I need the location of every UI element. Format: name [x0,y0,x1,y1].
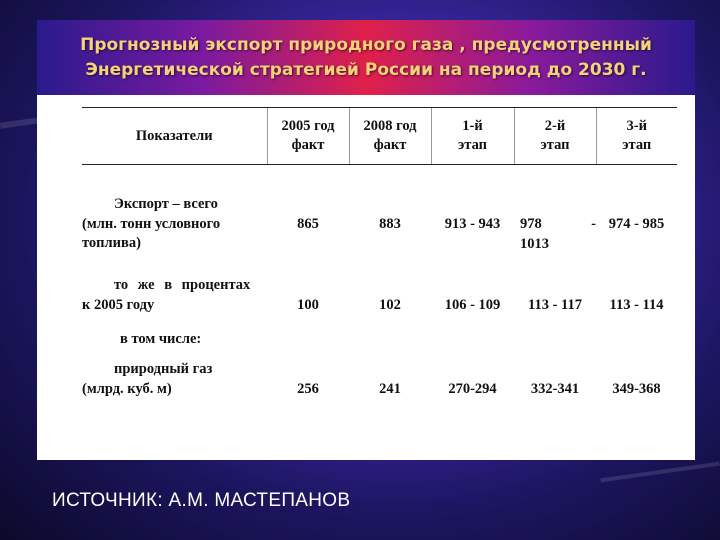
cell-2008: 883 [379,216,401,232]
row-label: то же в процентах к 2005 году [82,277,251,313]
cell-stage-1: 913 - 943 [444,216,501,232]
cell-2008: 241 [379,381,401,397]
row-label: Экспорт – всего (млн. тонн условного топлива) [82,196,221,251]
table-row-export-total [82,195,677,254]
cell-stage-2: 978 - 1013 [520,216,596,252]
source-caption: ИСТОЧНИК: А.М. МАСТЕПАНОВ [52,490,351,511]
background-streak [600,462,719,483]
table-row-including [82,330,677,350]
export-table [82,107,677,400]
table-row-percent [82,276,677,316]
column-header-stage-1: 1-й этап [431,108,514,165]
row-label: природный газ (млрд. куб. м) [82,361,213,397]
background-streak [0,117,40,129]
column-header-2005: 2005 год факт [267,108,349,165]
cell-stage-2: 113 - 117 [528,297,582,313]
cell-2005: 865 [297,216,319,232]
content-panel [37,95,695,460]
column-header-indicators: Показатели [82,108,267,165]
cell-stage-3: 113 - 114 [609,297,664,313]
cell-2008: 102 [379,297,401,313]
table-header-row [82,108,677,165]
title-line-2: Энергетической стратегией России на период до 2030 г. [85,59,647,80]
cell-stage-3: 974 - 985 [608,216,665,232]
title-line-1: Прогнозный экспорт природного газа , предусмотренный [80,34,652,55]
table-row-natural-gas [82,360,677,400]
column-header-2008: 2008 год факт [349,108,431,165]
row-label: в том числе: [120,330,202,347]
column-header-stage-3: 3-й этап [596,108,677,165]
cell-stage-1: 270-294 [448,381,497,397]
cell-stage-2: 332-341 [530,381,580,397]
cell-2005: 256 [297,381,319,397]
title-band [37,20,695,95]
cell-2005: 100 [297,297,319,313]
column-header-stage-2: 2-й этап [514,108,596,165]
cell-stage-1: 106 - 109 [444,297,501,313]
cell-stage-3: 349-368 [612,381,661,397]
